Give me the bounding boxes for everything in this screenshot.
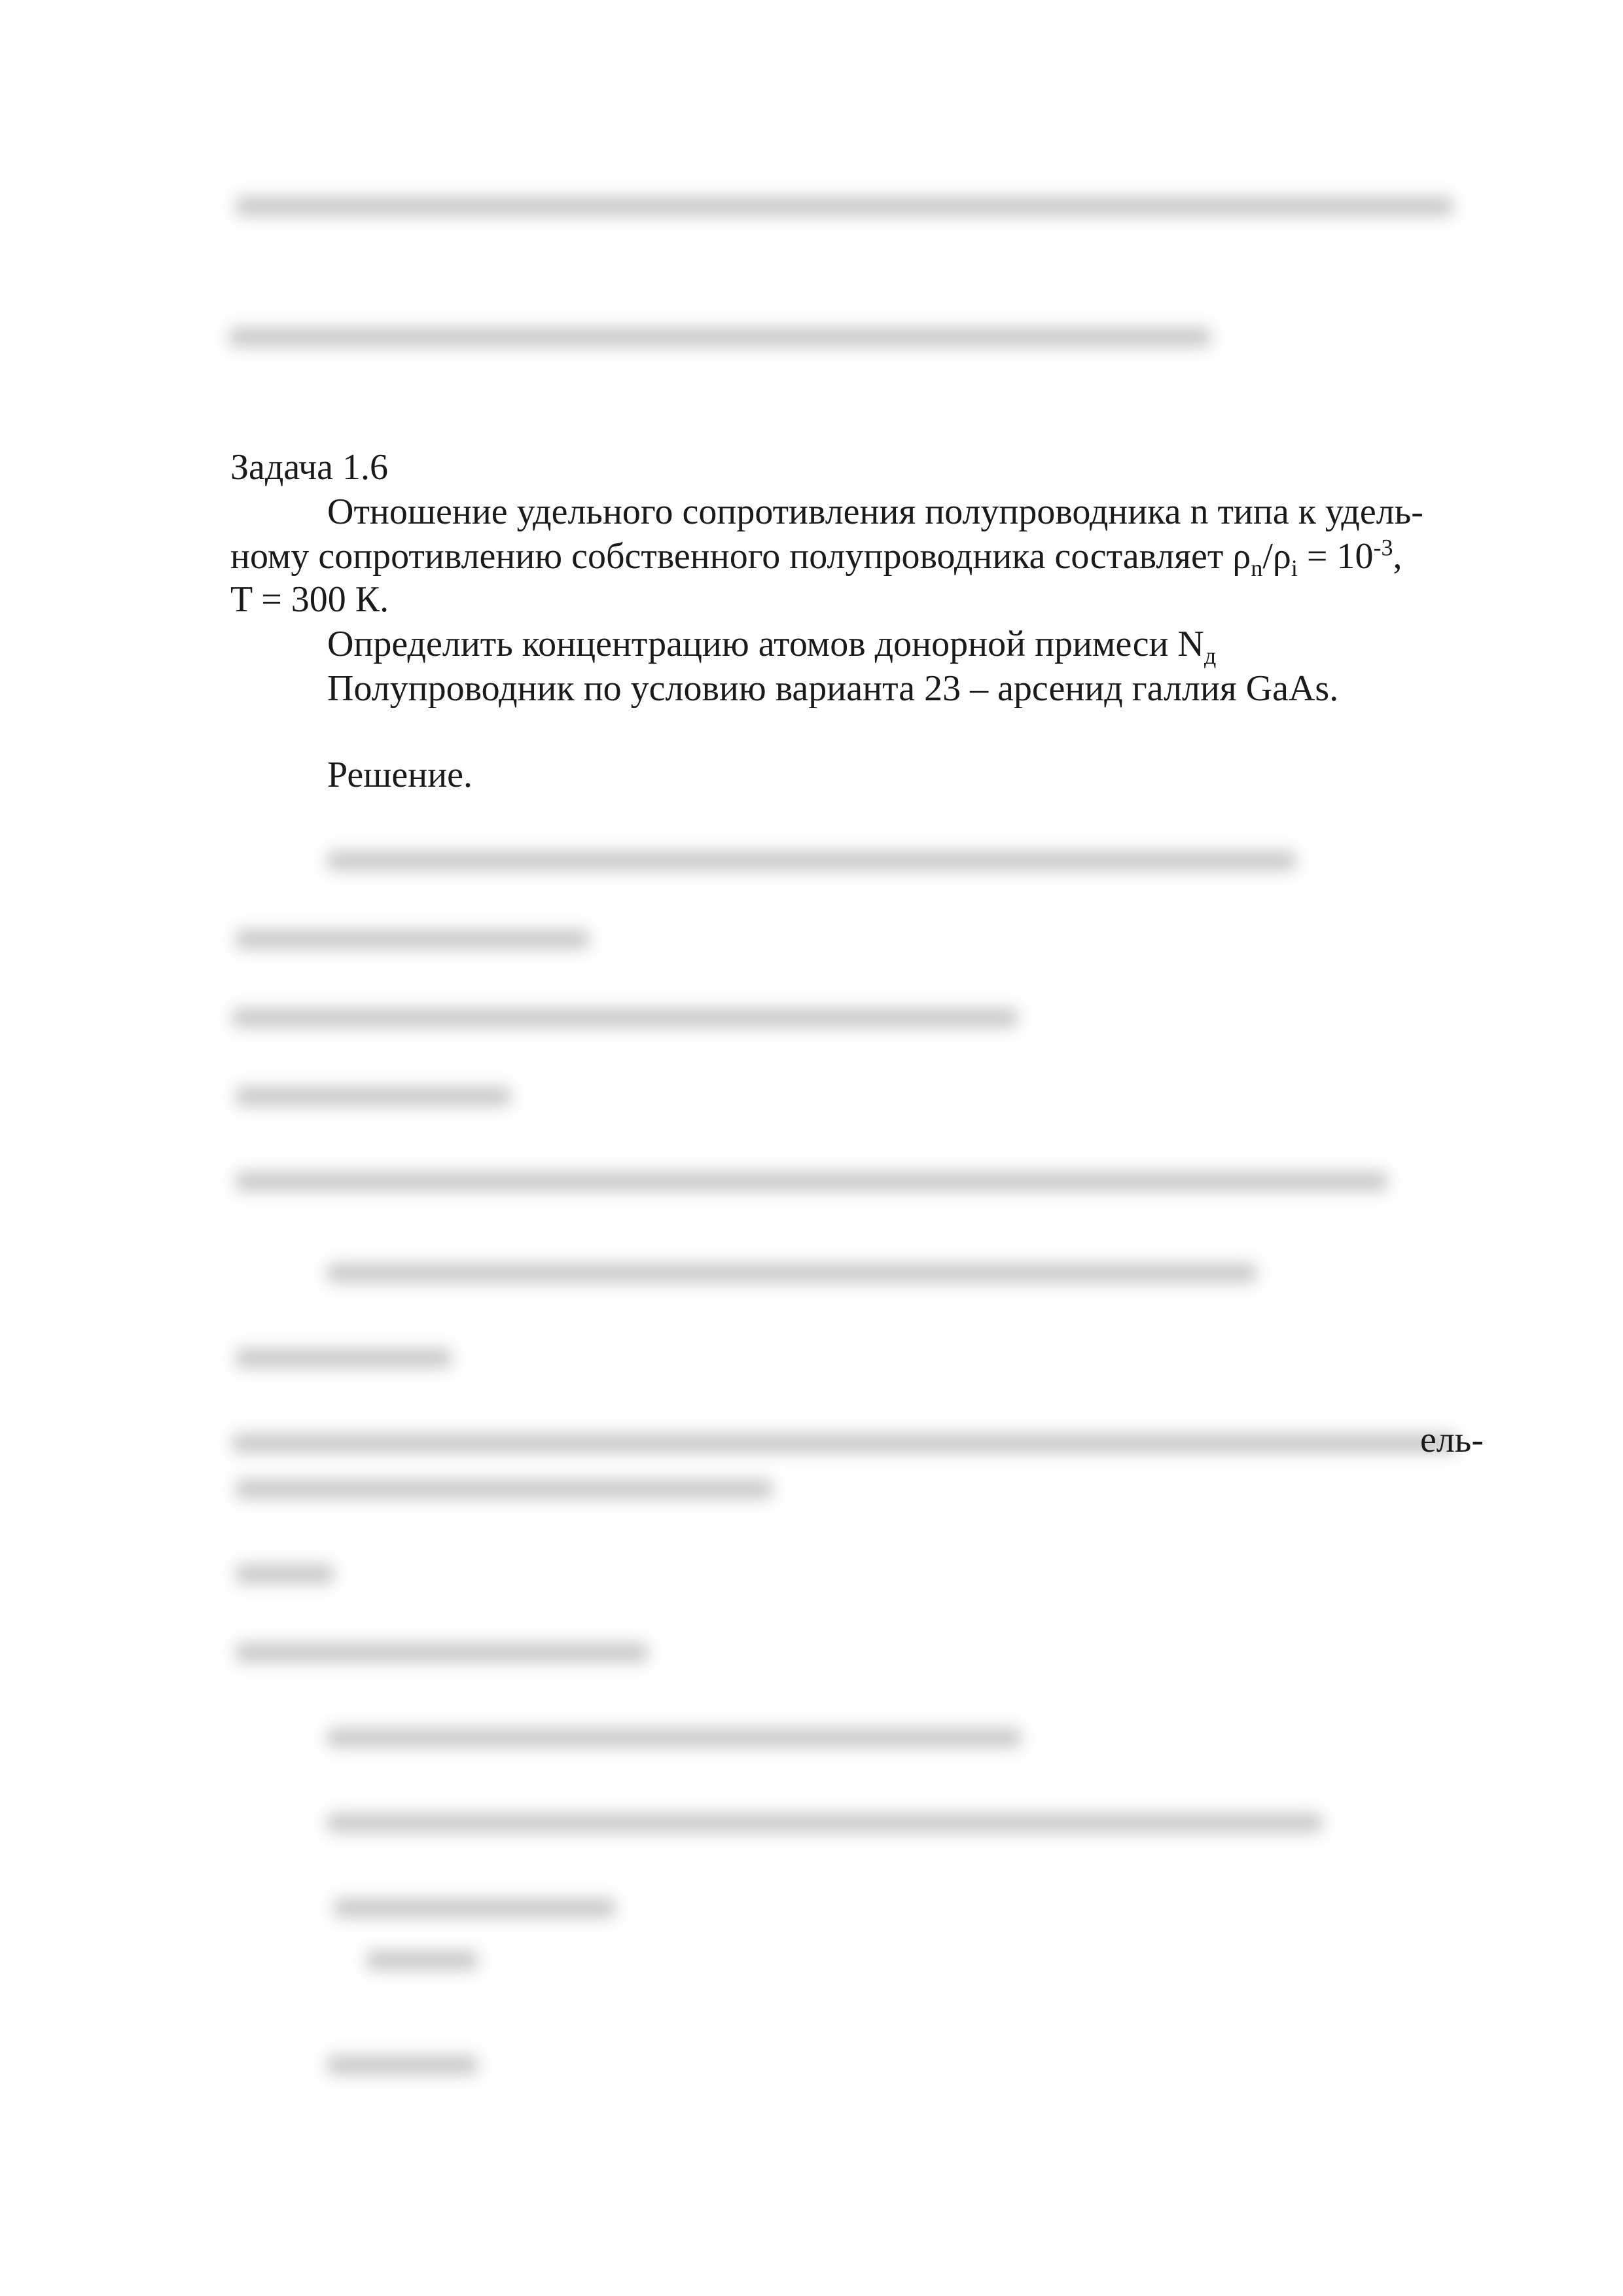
blurred-solution-line-15	[366, 1950, 478, 1970]
task-statement-line-1: Отношение удельного сопротивления полупроводника n типа к удель-	[327, 492, 1423, 532]
blurred-formula-line	[236, 196, 1453, 216]
task-title: Задача 1.6	[230, 447, 389, 488]
task-statement-line-2: ному сопротивлению собственного полупроводника составляет $\rho_n/\rho_i = 10^{-3}$,	[230, 534, 1402, 582]
blurred-solution-line-3	[232, 1008, 1018, 1028]
blurred-solution-line-10	[236, 1564, 334, 1584]
task-question: Определить концентрацию атомов донорной примеси $N_д$	[327, 624, 1217, 670]
blurred-solution-line-1	[327, 851, 1296, 870]
blurred-solution-line-8	[232, 1433, 1456, 1453]
blurred-solution-line-4	[236, 1086, 510, 1106]
blurred-solution-line-14	[334, 1898, 615, 1918]
blurred-solution-line-7	[236, 1348, 452, 1368]
blurred-solution-line-2	[236, 929, 589, 949]
blurred-answer-line	[229, 327, 1211, 347]
solution-heading: Решение.	[327, 755, 473, 795]
task-semiconductor: Полупроводник по условию варианта 23 – арсенид галлия GaAs.	[327, 668, 1339, 709]
blurred-solution-line-12	[327, 1728, 1021, 1748]
blurred-solution-line-9	[236, 1479, 772, 1499]
blurred-solution-line-5	[236, 1172, 1387, 1191]
blurred-solution-line-11	[236, 1643, 648, 1662]
blurred-solution-line-6	[327, 1263, 1257, 1283]
blurred-solution-line-16	[327, 2055, 478, 2075]
blurred-solution-line-13	[327, 1813, 1322, 1833]
partial-visible-text: ель-	[1420, 1420, 1484, 1460]
task-statement-line-3: T = 300 К.	[230, 579, 389, 620]
